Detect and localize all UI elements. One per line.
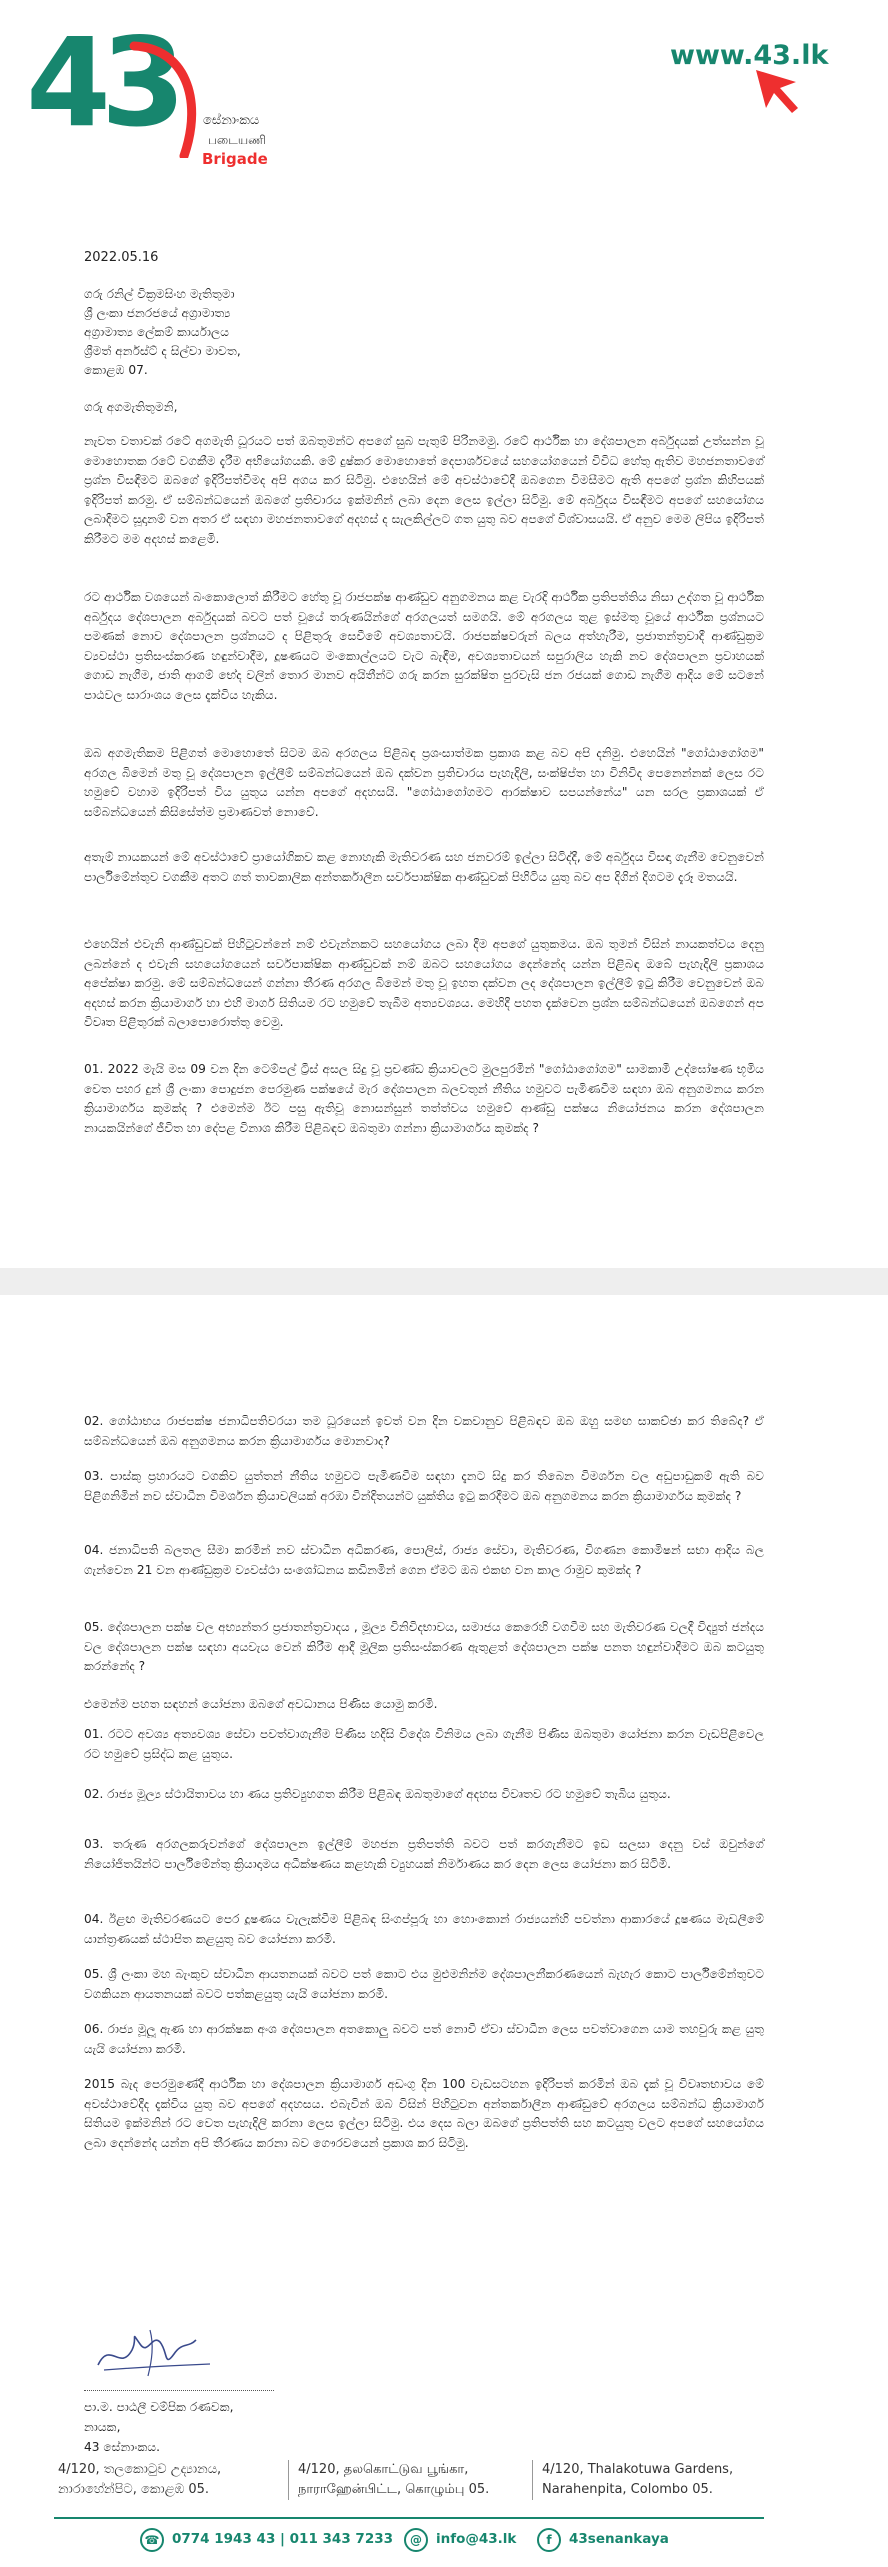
footer-address-line: 4/120, Thalakotuwa Gardens,: [542, 2462, 734, 2477]
cursor-arrow-icon: [752, 66, 804, 116]
signatory-title: නායක,: [84, 2420, 121, 2434]
logo-number: 43: [26, 12, 176, 154]
address-line: ගරු රනිල් වික්‍රමසිංහ මැතිතුමා: [84, 287, 235, 301]
body-paragraph: අතැම් නායකයන් මේ අවස්ථාවේ ප්‍රායෝගිකව කළ නොහැකි මැතිවරණ සහ ජනවරම් ඉල්ලා සිටිද්දී, මේ අර්බුදය විසඳා ගැනීම වෙනුවෙන් පාර්ලිමේන්තුව වගකීම අතට ගත් තාවකාලික අන්තර්කාලීන සර්වපාක්ෂික ආණ්ඩුවක් පිහිටිය යුතු බව අප දිගින් දිගටම දැරූ මතයයි.: [84, 850, 764, 884]
question-item: 02. ගෝඨාභය රාජපක්ෂ ජනාධිපතිවරයා තම ධූරයෙන් ඉවත් වන දින වකවානුව පිළිබඳව ඔබ ඔහු සමඟ සාකච්ඡා කර තිබේද? ඒ සම්බන්ධයෙන් ඔබ අනුගමනය කරන ක්‍රියාමාර්ගය මොනවාද?: [84, 1414, 764, 1448]
footer-address-sinhala: [58, 2460, 221, 2500]
footer-address-tamil: [298, 2460, 489, 2500]
proposal-item: 05. ශ්‍රී ලංකා මහ බැංකුව ස්වාධීන ආයතනයක් බවට පත් කොට එය මුළුමනින්ම දේශපාලනීකරණයෙන් බැහැර කොට පාර්ලිමේන්තුවට වගකියන ආයතනයක් බවට පත්කළයුතු යැයි යෝජනා කරමි.: [84, 1967, 764, 2001]
body-paragraph: නැවත වතාවක් රටේ අගමැති ධූරයට පත් ඔබතුමන්ට අපගේ සුබ පැතුම් පිරිනමමු. රටේ ආර්ථික හා දේශපාලන අර්බුදයක් උත්සන්න වූ මොහොතක රටේ වගකීම දැරීම අභියෝගයකි. මේ දුෂ්කර මොහොතේ දෙපාර්ශවයේ සහයෝගයෙන් විවිධ හේතු ඇතිව මහජනතාවගේ ප්‍රශ්න විසඳීමට ඔබගේ ඉදිරිපත්වීමද අපි අගය කර සිටිමු. එහෙයින් මේ අවස්ථාවේදී ඔබගෙන විමසීමට ඇති අපගේ ප්‍රශ්න කිහිපයක් ඉදිරිපත් කරමු. ඒ සම්බන්ධයෙන් ඔබගේ ප්‍රතිචාරය ඉක්මනින් ලබා දෙන ලෙස ඉල්ලා සිටිමු. මේ අර්බුදය විසඳීමට අපගේ සහයෝගය ලබාදීමට සූදානම් වන අතර ඒ සඳහා මහජනතාවගේ අදහස් ද සැලකිල්ලට ගත යුතු බව අපගේ විශ්වාසයයි. ඒ අනුව මෙම ලිපිය ඉදිරිපත් කිරීමට මම අදහස් කළෙමි.: [84, 434, 764, 546]
signature-line: [84, 2390, 274, 2391]
body-paragraph: එහෙයින් එවැනි ආණ්ඩුවක් පිහිටුවන්නේ නම් එවැන්නකට සහයෝගය ලබා දීම අපගේ යුතුකමය. ඔබ තුමන් විසින් නායකත්වය දෙනු ලබන්නේ ද එවැනි සහයෝගයෙන් සර්වපාක්ෂික ආණ්ඩුවක් නම් ඔබට සහයෝගය දෙන්නේද යන්න පිළිබඳ ඔබේ පැහැදිලි ප්‍රකාශය අපේක්ෂා කරමු. මේ සම්බන්ධයෙන් ගන්නා තීරණ අරගල බිමෙන් මතු වූ ඉහත දක්වන ලද දේශපාලන ඉල්ලීම් ඉටු කිරීම වෙනුවෙන් ඔබ අදහස් කරන ක්‍රියාමාර්ග හා එහි මාර්ග සිතියම රට හමුවේ තැබීම අත්‍යවශ්‍යය. මෙහිදී පහත දැක්වෙන ප්‍රශ්න සම්බන්ධයෙන් ඔබගෙන් අප විවෘත පිළිතුරක් බලාපොරොත්තු වෙමු.: [84, 937, 764, 1029]
address-line: ශ්‍රීමත් අර්නස්ට් ද සිල්වා මාවත,: [84, 344, 241, 358]
recipient-address: [84, 285, 241, 380]
phone-numbers[interactable]: 0774 1943 43 | 011 343 7233: [172, 2531, 393, 2547]
signatory-org: 43 සේනාංකය.: [84, 2440, 160, 2454]
proposals-intro: එමෙන්ම පහත සඳහන් යෝජනා ඔබගේ අවධානය පිණිස යොමු කරමි.: [84, 1697, 438, 1711]
question-item: 05. දේශපාලන පක්ෂ වල අභ්‍යන්තර ප්‍රජාතන්ත්‍රවාදය , මූල්‍ය විනිවිදභාවය, සමාජය කෙරෙහි වගවීම සහ මැතිවරණ වලදී විද්‍යුත් ජන්දය වල දේශපාලන පක්ෂ සඳහා අයවැය වෙන් කිරීම ආදී මූලික ප්‍රතිසංස්කරණ ඇතුළත් දේශපාලන පක්ෂ පනත හඳුන්වාදීමට ඔබ කටයුතු කරන්නේද ?: [84, 1620, 764, 1673]
address-line: අග්‍රාමාත්‍ය ලේකම් කාර්යාලය: [84, 325, 230, 339]
question-item: 03. පාස්කු ප්‍රහාරයට වගකිව යුත්තන් නීතිය හමුවට පැමිණවීම සඳහා දැනට සිදු කර තිබෙන විමර්ශන වල අඩුපාඩුකම් ඇති බව පිළිගනිමින් නව ස්වාධීන විමර්ශන ක්‍රියාවලියක් අරඹා වින්දිතයන්ට යුක්තිය ඉටු කරදීමට ඔබ අනුගමනය කරන ක්‍රියාමාර්ගය කුමක්ද ?: [84, 1469, 764, 1503]
signature-icon: [90, 2310, 220, 2385]
email-icon: @: [404, 2528, 428, 2552]
letter-page-2: [0, 1295, 888, 2567]
footer-address-english: [542, 2460, 733, 2500]
facebook-link[interactable]: 43senankaya: [569, 2531, 669, 2547]
body-paragraph: රට ආර්ථික වශයෙන් බංකොලොත් කිරීමට හේතු වූ රාජපක්ෂ ආණ්ඩුව අනුගමනය කළ වැරදි ආර්ථික ප්‍රතිපත්තිය නිසා උද්ගත වූ ආර්ථික අර්බුදය දේශපාලන අර්බුදයක් බවට පත් වූයේ තරුණයින්ගේ අරගලයත් සමගයි. මේ අරගලය තුළ ඉස්මතු වූයේ ආර්ථික ප්‍රශ්නයට පමණක් නොව දේශපාලන ප්‍රශ්නයට ද පිළිතුරු සෙවීමේ අවශ්‍යතාවයි. රාජපක්ෂවරුන් බලය අත්හැරීම, ප්‍රජාතන්ත්‍රවාදී ආණ්ඩුක්‍රම ව්‍යවස්ථා ප්‍රතිසංස්කරණ හඳුන්වාදීම, දූෂණයට මංකොල්ලයට වැට බැඳීම, අවශ්‍යතාවයන් සපුරාලිය හැකි නව දේශපාලන ප්‍රවාහයක් ගොඩ නැගීම, ජාති ආගම් භේද වලින් තොර මානව අයිතීන්ට ගරු කරන සුරක්ෂිත පුරවැසි ජන රජයක් ගොඩ නැගීම ආදිය මේ සටනේ පාඨවල සාරාංශය ලෙස දැක්විය හැකිය.: [84, 590, 764, 702]
signatory-name: පා.ම. පාඨලී චම්පික රණවක,: [84, 2400, 234, 2414]
footer-rule: [54, 2517, 764, 2519]
logo-tamil: படையணி: [208, 133, 266, 147]
address-line: කොළඹ 07.: [84, 363, 148, 377]
footer-address-line: නාරාහේන්පිට, කොළඹ 05.: [58, 2482, 210, 2497]
proposal-item: 03. තරුණ අරගලකරුවන්ගේ දේශපාලන ඉල්ලීම් මහජන ප්‍රතිපත්ති බවට පත් කරගැනීමට ඉඩ සලසා දෙනු වස් ඔවුන්ගේ නියෝජිතයින්ට පාර්ලිමේන්තු ක්‍රියාදාමය අධීක්ෂණය කළහැකි ව්‍යුහයක් නිර්මාණය කර දෙන ලෙස යෝජනා කර සිටිමි.: [84, 1837, 764, 1871]
salutation: ගරු අගමැතිතුමනි,: [84, 400, 178, 414]
question-item: 04. ජනාධිපති බලතල සීමා කරමින් නව ස්වාධීන අධිකරණ, පොලිස්, රාජ්‍ය සේවා, මැතිවරණ, විගණන කොමිෂන් සභා ආදිය බල ගැන්වෙන 21 වන ආණ්ඩුක්‍රම ව්‍යවස්ථා සංශෝධනය කඩිනමින් ගෙන ඒමට ඔබ එකඟ වන කාල රාමුව කුමක්ද ?: [84, 1543, 764, 1577]
brigade-logo: [26, 12, 306, 168]
facebook-icon: f: [537, 2528, 561, 2552]
logo-sinhala: සේනාංකය: [203, 113, 260, 128]
letter-date: 2022.05.16: [84, 250, 159, 265]
footer-address-line: நாராஹேன்பிட்ட, கொழும்பு 05.: [298, 2482, 490, 2497]
body-paragraph: ඔබ අගමැතිකම පිළිගත් මොහොතේ සිටම ඔබ අරගලය පිළිබඳ ප්‍රශංසාත්මක ප්‍රකාශ කළ බව අපි දනිමු. එහෙයින් "ගෝඨාගෝගම" අරගල බිමෙන් මතු වූ දේශපාලන ඉල්ලීම් සම්බන්ධයෙන් ඔබ දක්වන ප්‍රතිචාරය පැහැදිලි, සංක්ෂිප්ත හා විනිවිද පෙනෙන්නක් ලෙස රට හමුවේ වහාම ඉදිරිපත් විය යුතුය යන්න අපගේ අදහසයි. "ගෝඨාගෝගමට ආරක්ෂාව සපයන්නේය" යන සරල ප්‍රකාශයක් ඒ සම්බන්ධයෙන් කිසිසේත්ම ප්‍රමාණවත් නොවේ.: [84, 746, 764, 819]
closing-paragraph: 2015 බැද පෙරමුණේදී ආර්ථික හා දේශපාලන ක්‍රියාමාර්ග අඩංගු දින 100 වැඩසටහන ඉදිරිපත් කරමින් ඔබ දැක් වූ විවෘතභාවය මේ අවස්ථාවේදීද දැක්විය යුතු බව අපගේ අදහසය. එබැවින් ඔබ විසින් පිහිටුවන අන්තර්කාලීන ආණ්ඩුවේ අරගලය සම්බන්ධ ක්‍රියාමාර්ග සිතියම ඉක්මනින් රට වෙත පැහැදිලි කරනා ලෙස ඉල්ලා සිටිමු. එය දෙස බලා ඔබගේ ප්‍රතිපත්ති සහ කටයුතු වලට අපගේ සහයෝගය ලබා දෙන්නේද යන්න අපි තීරණය කරනා බව ගෞරවයෙන් ප්‍රකාශ කර සිටිමු.: [84, 2077, 764, 2150]
proposal-item: 04. ඊළඟ මැතිවරණයට පෙර දූෂණය වැලැක්වීම පිළිබඳ සිංගප්පූරු හා හොංකොන් රාජ්‍යයන්හි පවත්නා ආකාරයේ දූෂණය මැඩලීමේ යාන්ත්‍රණයක් ස්ථාපිත කළයුතු බව යෝජනා කරමි.: [84, 1912, 764, 1946]
question-item: 01. 2022 මැයි මස 09 වන දින ටෙම්පල් ට්‍රීස් අසල සිදු වූ ප්‍රචණ්ඩ ක්‍රියාවලට මුලපුරමින් "ගෝඨාගෝගම" සාමකාමී උද්ඝෝෂණ භූමිය වෙත පහර දුන් ශ්‍රී ලංකා පොදුජන පෙරමුණ පක්ෂයේ මැර දේශපාලන බලවතුන් නීතිය හමුවට පැමිණවීම සඳහා ඔබ අනුගමනය කරන ක්‍රියාමාර්ගය කුමක්ද ? එමෙන්ම ඊට පසු ඇතිවූ නොසන්සුන් තත්ත්වය හමුවේ ආණ්ඩු පක්ෂය නියෝජනය කරන දේශපාලන නායකයින්ගේ ජීවිත හා දේපළ විනාශ කිරීම පිළිබඳව ඔබතුමා ගන්නා ක්‍රියාමාර්ගය කුමක්ද ?: [84, 1062, 764, 1135]
proposal-item: 06. රාජ්‍ය මූලූ ඇණ හා ආරක්ෂක අංශ දේශපාලන අතකොලු බවට පත් නොවී ඒවා ස්වාධීන ලෙස පවත්වාගෙන යාම තහවුරු කළ යුතු යැයි යෝජනා කරමි.: [84, 2022, 764, 2056]
footer-divider: [532, 2460, 533, 2500]
footer-address-line: Narahenpita, Colombo 05.: [542, 2482, 713, 2497]
footer-divider: [288, 2460, 289, 2500]
proposal-item: 01. රටට අවශ්‍ය අත්‍යවශ්‍ය සේවා පවත්වාගැනීම පිණිස හදිසි විදේශ විනිමය ලබා ගැනීම පිණිස ඔබතුමා යෝජනා කරන වැඩපිළිවෙල රට හමුවේ ප්‍රසිද්ධ කළ යුතුය.: [84, 1727, 764, 1761]
address-line: ශ්‍රී ලංකා ජනරජයේ අග්‍රාමාත්‍ය: [84, 306, 231, 320]
signature-block: [84, 2397, 233, 2457]
footer-address-line: 4/120, තලකොටුව උද්‍යානය,: [58, 2462, 222, 2477]
phone-icon: ☎: [140, 2528, 164, 2552]
email-link[interactable]: info@43.lk: [436, 2531, 517, 2547]
letter-page-1: [0, 0, 888, 1268]
website-link[interactable]: www.43.lk: [670, 40, 829, 71]
proposal-item: 02. රාජ්‍ය මූල්‍ය ස්ථායිතාවය හා ණය ප්‍රතිව්‍යුහගත කිරීම පිළිබඳ ඔබතුමාගේ අදහස විවෘතව රට හමුවේ තැබිය යුතුය.: [84, 1787, 671, 1801]
footer-address-line: 4/120, தலகொட்டுவ பூங்கா,: [298, 2462, 469, 2477]
logo-english: Brigade: [202, 150, 268, 168]
